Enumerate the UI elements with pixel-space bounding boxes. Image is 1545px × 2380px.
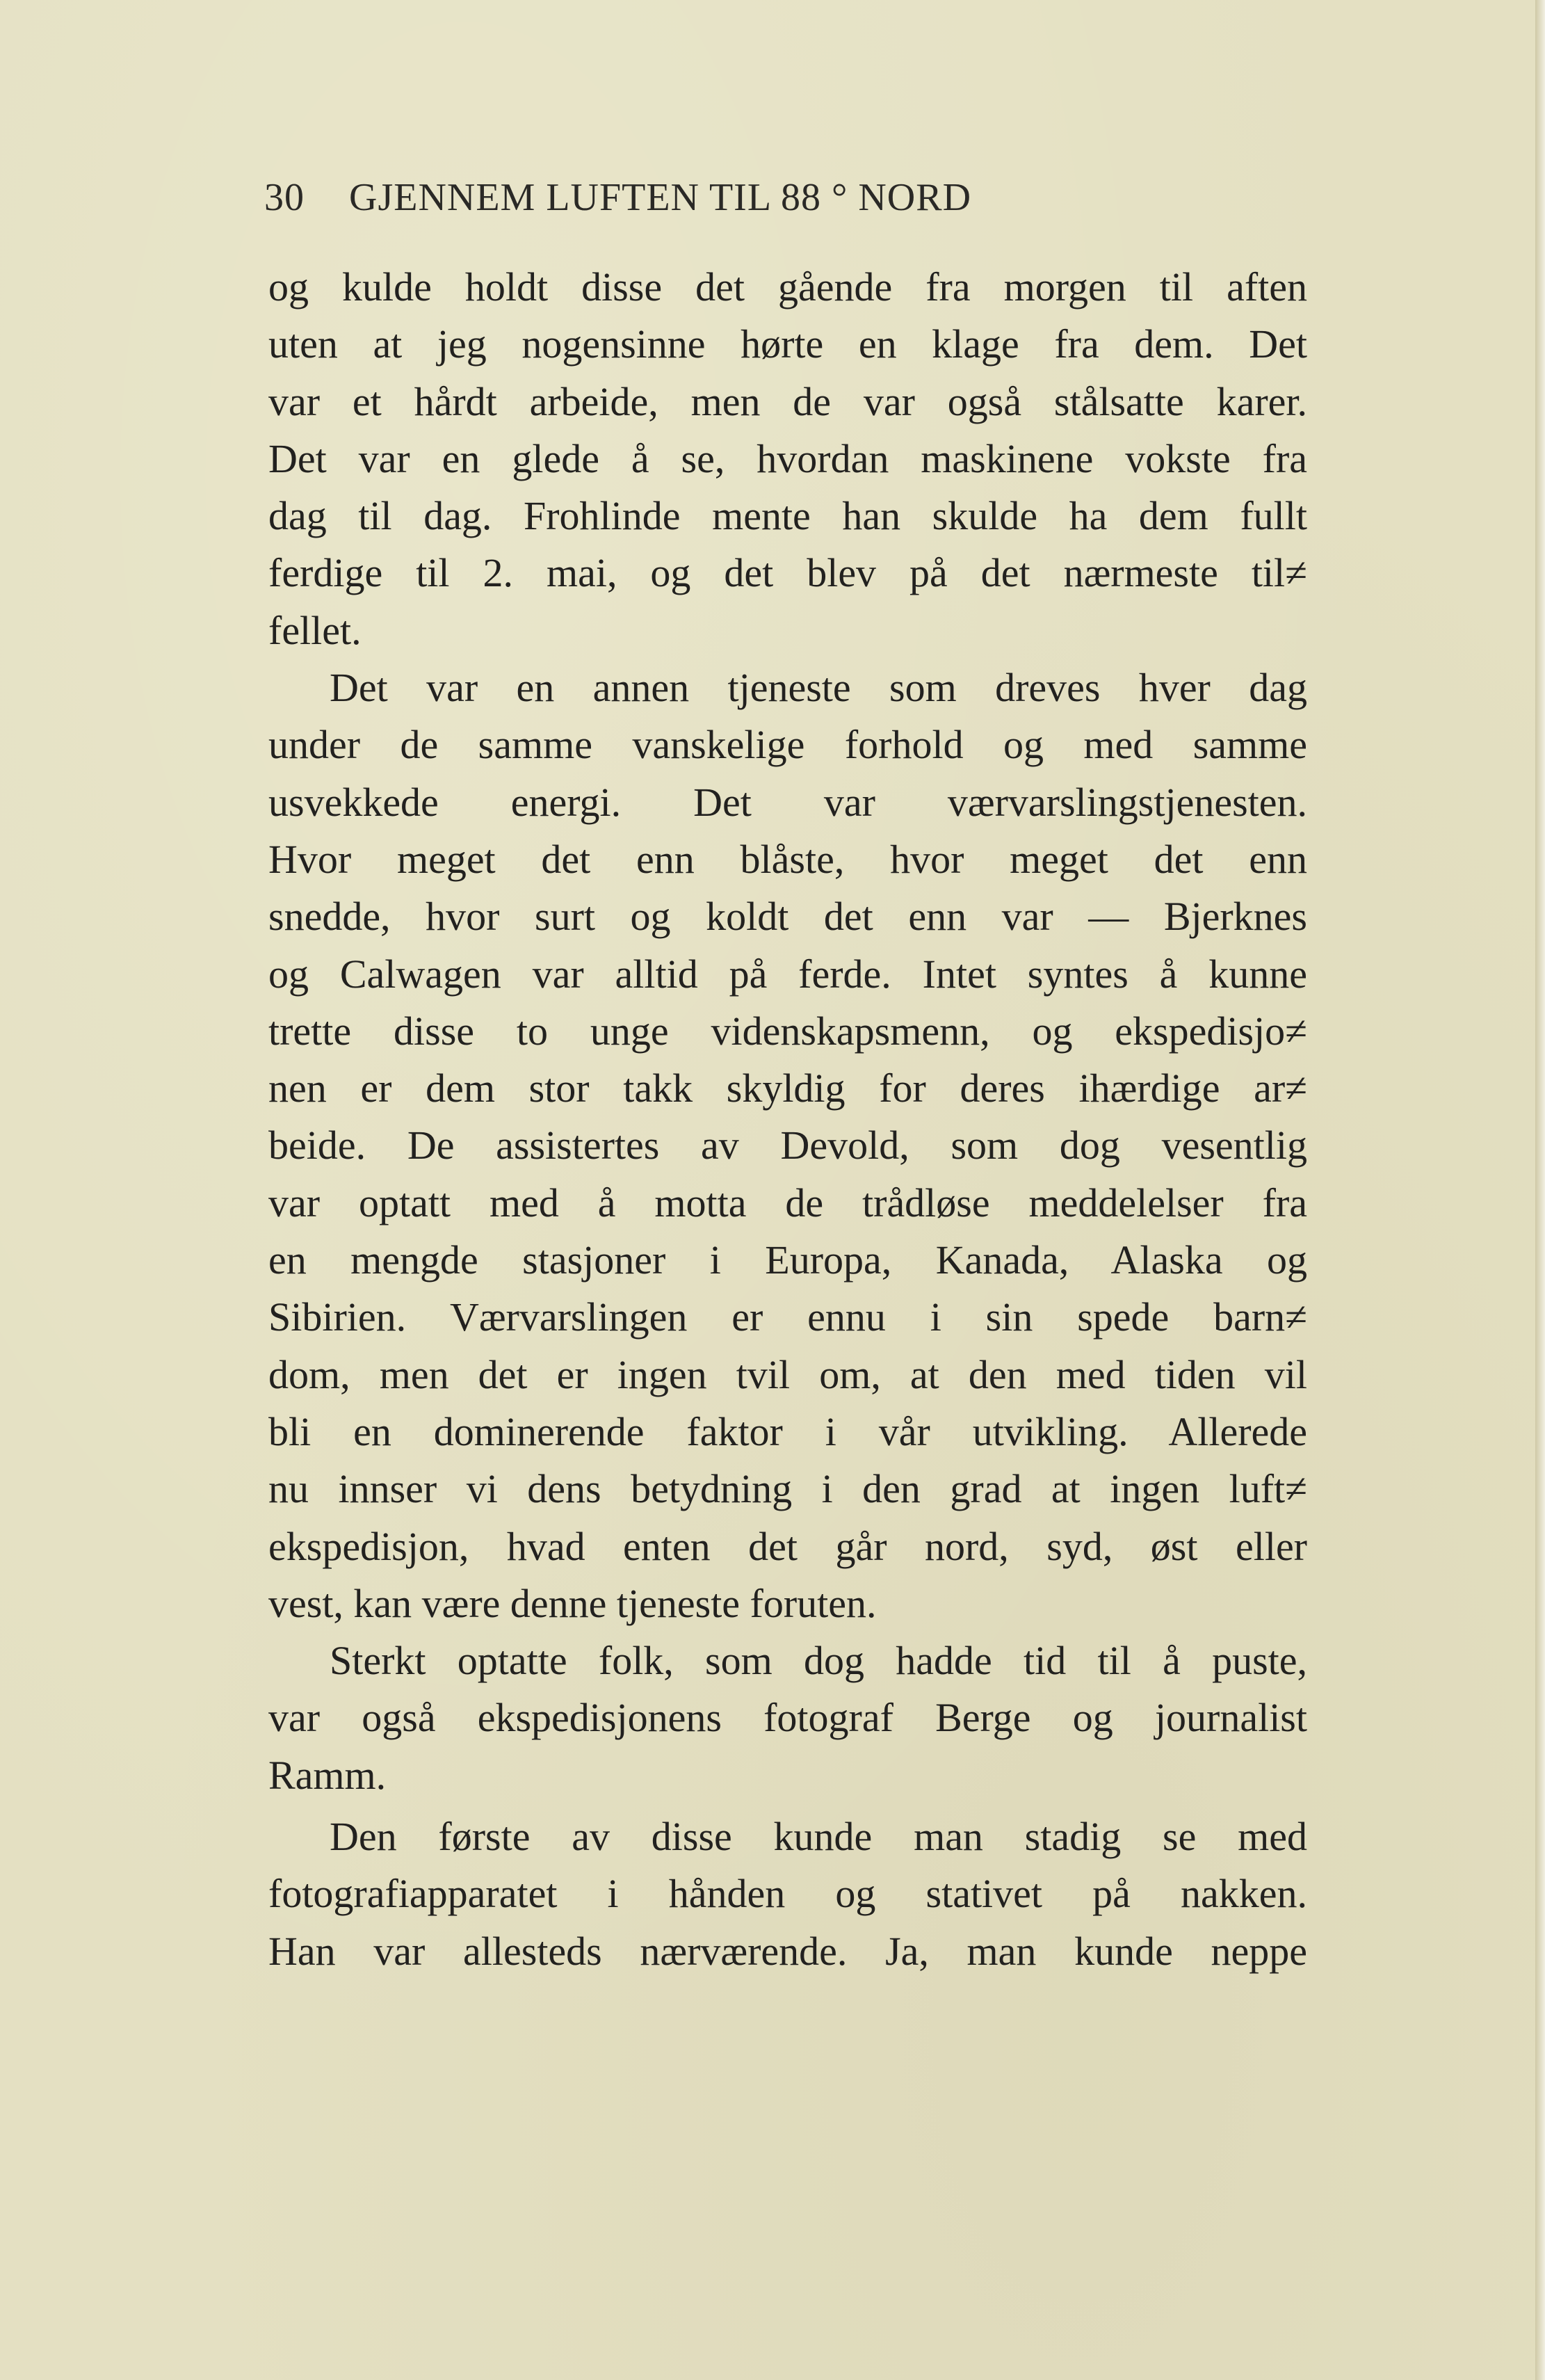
text-line: ferdige til 2. mai, og det blev på det nærmeste til≠ [268, 550, 1307, 596]
text-line: og Calwagen var alltid på ferde. Intet syntes å kunne [268, 951, 1307, 997]
text-line: snedde, hvor surt og koldt det enn var — Bjerknes [268, 894, 1307, 940]
text-line: Han var allesteds nærværende. Ja, man kunde neppe [268, 1928, 1307, 1974]
body-text [268, 259, 1307, 1980]
text-line: bli en dominerende faktor i vår utvikling. Allerede [268, 1408, 1307, 1454]
text-line: Sterkt optatte folk, som dog hadde tid til å puste, [330, 1638, 1307, 1684]
text-line: vest, kan være denne tjeneste foruten. [268, 1580, 877, 1626]
text-line: nu innser vi dens betydning i den grad at ingen luft≠ [268, 1466, 1307, 1512]
text-line: dag til dag. Frohlinde mente han skulde ha dem fullt [268, 493, 1307, 539]
text-line: dom, men det er ingen tvil om, at den med tiden vil [268, 1351, 1307, 1397]
text-line: Hvor meget det enn blåste, hvor meget det enn [268, 836, 1307, 882]
running-title: GJENNEM LUFTEN TIL 88 ° NORD [349, 176, 972, 219]
text-line: Det var en glede å se, hvordan maskinene vokste fra [268, 435, 1307, 481]
page-number: 30 [264, 176, 305, 219]
text-line: fotografiapparatet i hånden og stativet på nakken. [268, 1871, 1307, 1917]
text-line: en mengde stasjoner i Europa, Kanada, Alaska og [268, 1237, 1307, 1283]
text-line: trette disse to unge videnskapsmenn, og ekspedisjo≠ [268, 1008, 1307, 1054]
text-line: Sibirien. Værvarslingen er ennu i sin spede barn≠ [268, 1294, 1307, 1340]
text-line: usvekkede energi. Det var værvarslingstjenesten. [268, 779, 1307, 825]
text-line: Ramm. [268, 1752, 387, 1798]
text-line: ekspedisjon, hvad enten det går nord, syd, øst eller [268, 1523, 1307, 1569]
text-line: var et hårdt arbeide, men de var også stålsatte karer. [268, 378, 1307, 424]
page-edge [1535, 0, 1545, 2380]
text-line: beide. De assistertes av Devold, som dog vesentlig [268, 1123, 1307, 1168]
text-line: fellet. [268, 607, 362, 653]
running-header [264, 175, 1307, 224]
text-line: Det var en annen tjeneste som dreves hver dag [330, 665, 1307, 711]
text-line: var også ekspedisjonens fotograf Berge og journalist [268, 1695, 1307, 1741]
text-line: og kulde holdt disse det gående fra morgen til aften [268, 264, 1307, 309]
text-line: nen er dem stor takk skyldig for deres ihærdige ar≠ [268, 1066, 1307, 1111]
text-line: uten at jeg nogensinne hørte en klage fra dem. Det [268, 321, 1307, 367]
text-line: Den første av disse kunde man stadig se med [330, 1814, 1307, 1860]
text-line: var optatt med å motta de trådløse meddelelser fra [268, 1180, 1307, 1225]
text-line: under de samme vanskelige forhold og med samme [268, 722, 1307, 768]
